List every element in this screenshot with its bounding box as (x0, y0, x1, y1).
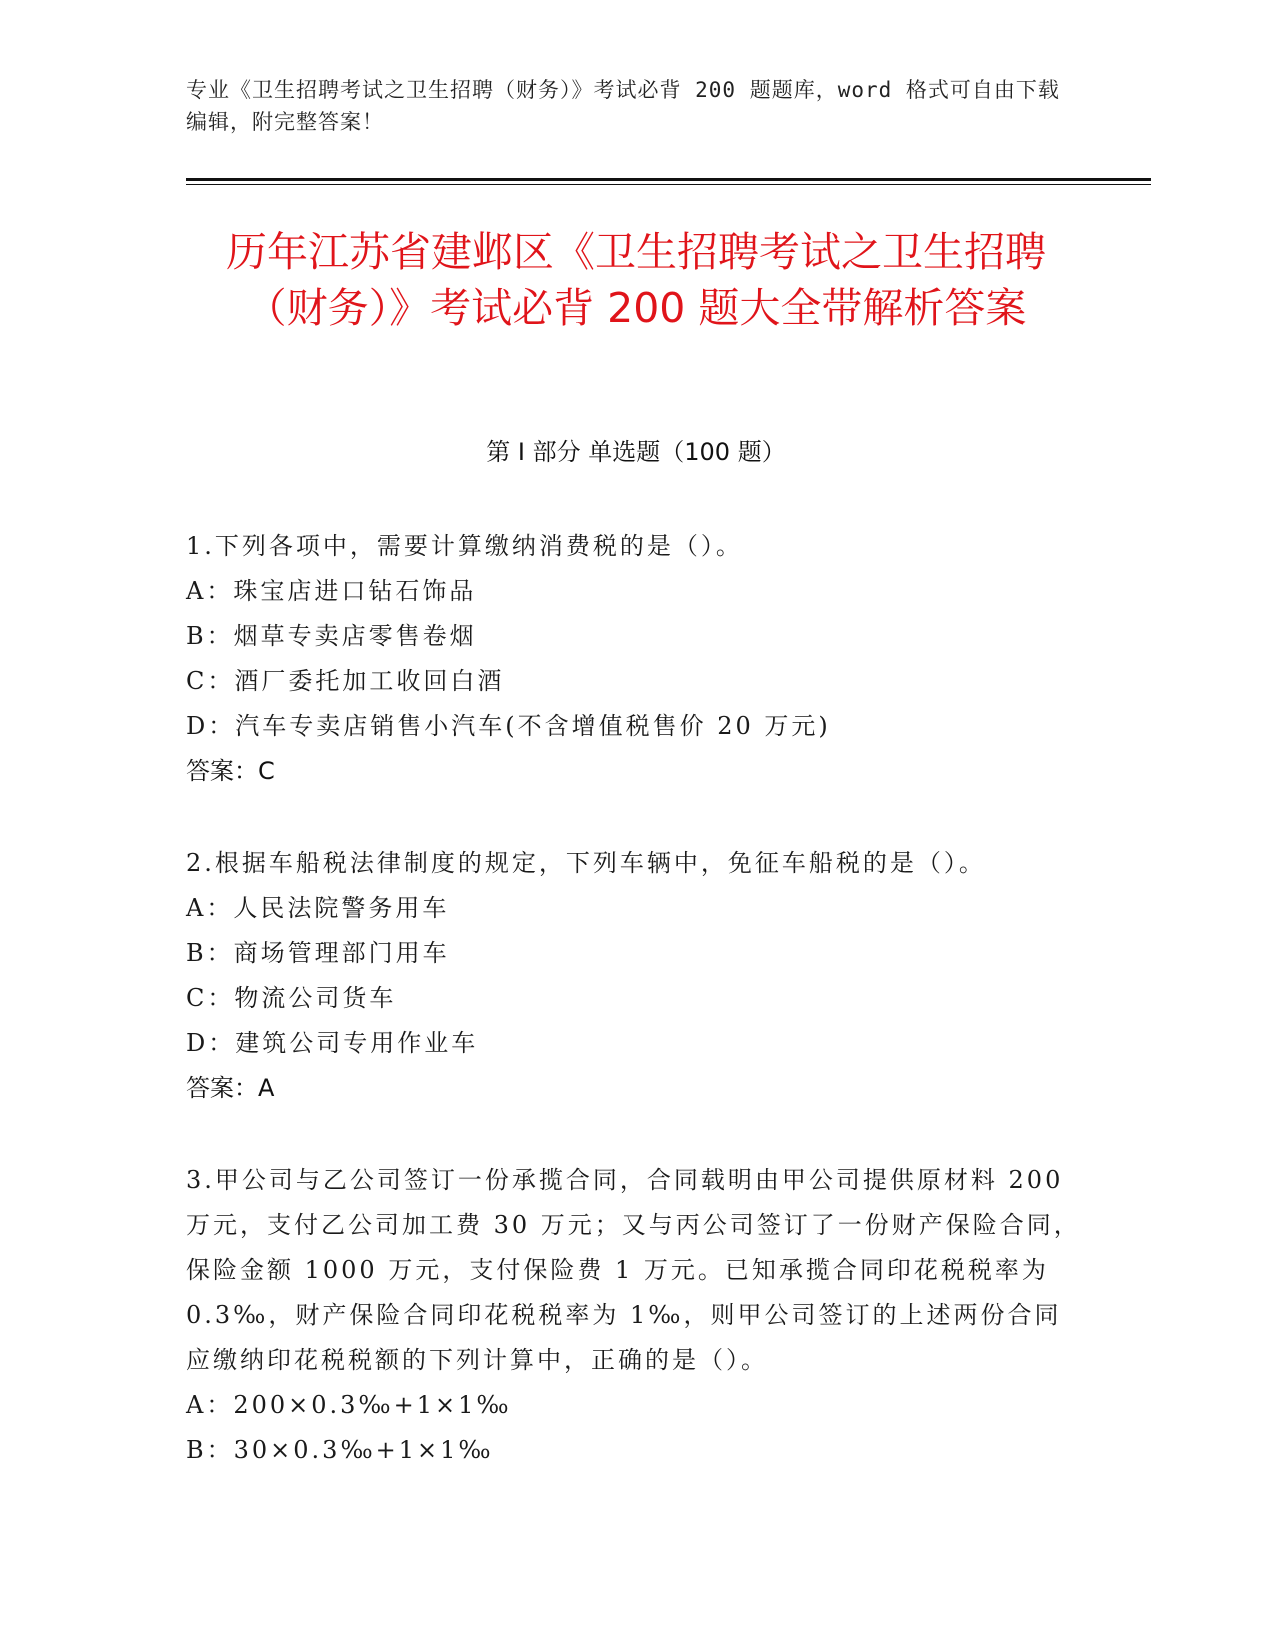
header-rule-thin (186, 184, 1151, 185)
option-a: A：200×0.3‰+1×1‰ (186, 1391, 512, 1419)
option-c: C：物流公司货车 (186, 984, 397, 1012)
document-title: 历年江苏省建邺区《卫生招聘考试之卫生招聘（财务）》考试必背 200 题大全带解析答案 (226, 228, 1046, 332)
option-b: B：30×0.3‰+1×1‰ (186, 1436, 494, 1464)
question-3 (186, 1158, 1086, 1473)
option-b: B：烟草专卖店零售卷烟 (186, 622, 477, 650)
option-d: D：建筑公司专用作业车 (186, 1029, 479, 1057)
option-b: B：商场管理部门用车 (186, 939, 450, 967)
question-stem: 2.根据车船税法律制度的规定，下列车辆中，免征车船税的是（）。 (186, 849, 986, 877)
answer-label: 答案：C (186, 757, 275, 785)
section-heading: 第 I 部分 单选题（100 题） (486, 438, 786, 466)
question-stem: 1.下列各项中，需要计算缴纳消费税的是（）。 (186, 532, 743, 560)
option-a: A：珠宝店进口钻石饰品 (186, 577, 477, 605)
option-d: D：汽车专卖店销售小汽车(不含增值税售价 20 万元) (186, 712, 831, 740)
answer-label: 答案：A (186, 1074, 275, 1102)
question-stem: 3.甲公司与乙公司签订一份承揽合同，合同载明由甲公司提供原材料 200 万元，支付乙公司加工费 30 万元；又与丙公司签订了一份财产保险合同，保险金额 1000 万元，支付保险费 1 万元。已知承揽合同印花税税率为 0.3‰，财产保险合同印花税税率为 1‰，则甲公司签订的上述两份合同应缴纳印花税税额的下列计算中，正确的是（）。 (186, 1166, 1081, 1374)
question-1 (186, 524, 1086, 794)
option-c: C：酒厂委托加工收回白酒 (186, 667, 505, 695)
header-rule-thick (186, 178, 1151, 181)
question-list (186, 524, 1086, 1520)
question-2 (186, 841, 1086, 1111)
header-note: 专业《卫生招聘考试之卫生招聘（财务）》考试必背 200 题题库，word 格式可自由下载编辑，附完整答案！ (186, 78, 1060, 134)
option-a: A：人民法院警务用车 (186, 894, 450, 922)
